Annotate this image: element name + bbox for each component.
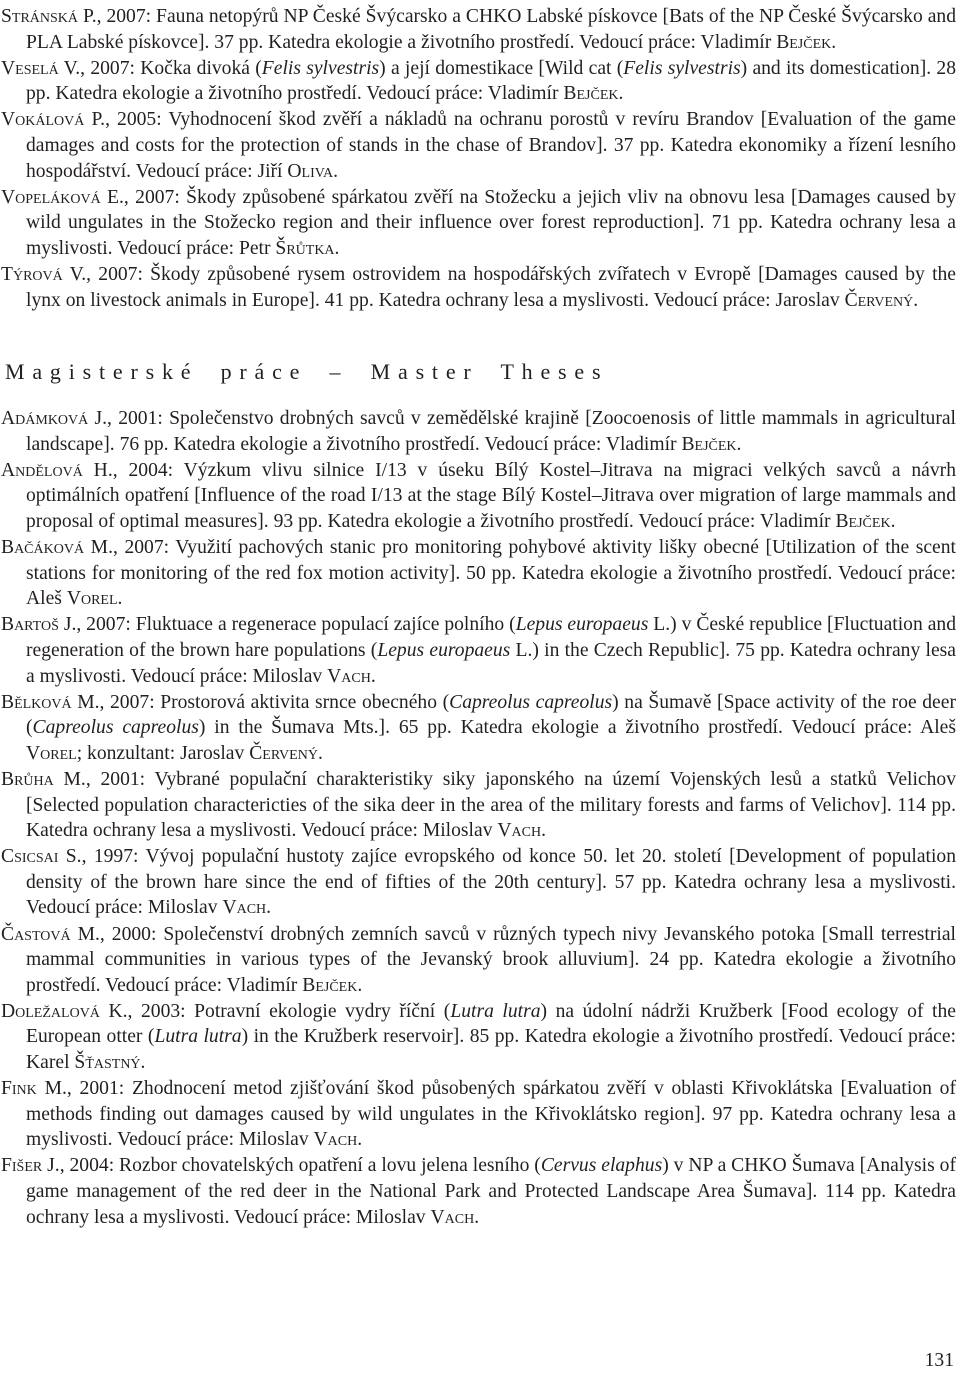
entry-text: . bbox=[370, 665, 376, 687]
entry-text: . bbox=[913, 289, 919, 311]
author-initial: V. bbox=[63, 57, 81, 79]
supervisor-surname: Vorel bbox=[66, 588, 118, 610]
bibliography-entry bbox=[1, 262, 956, 313]
bibliography-entry bbox=[1, 107, 956, 184]
entry-text: , 2007: Fauna netopýrů NP České Švýcarsko a CHKO Labské pískovce [Bats of the NP České Švýcarsko and PLA Labské pískovce]. 37 pp. Katedra ekologie a životního prostředí. Vedoucí práce: Vladimír bbox=[26, 6, 956, 53]
species-name: Capreolus capreolus bbox=[32, 717, 199, 739]
entry-text: . bbox=[334, 237, 340, 259]
entry-text: , 2007: Škody způsobené rysem ostrovidem na hospodářských zvířatech v Evropě [Damages caused by the lynx on livestock animals in Europe]. 41 pp. Katedra ochrany lesa a myslivosti. Vedoucí práce: Jaroslav bbox=[26, 263, 957, 311]
entry-text: , 2007: Kočka divoká ( bbox=[80, 57, 262, 79]
entry-text: L.) in the Czech Republic]. 75 pp. Katedra ochrany lesa a myslivosti. Vedoucí práce: Miloslav bbox=[26, 639, 956, 687]
author-initial: V. bbox=[69, 263, 87, 285]
entry-text: , 2007: Fluktuace a regenerace populací zajíce polního ( bbox=[76, 614, 516, 636]
entry-text: , 2007: Škody způsobené spárkatou zvěří na Stožecku a jejich vliv na obnovu lesa [Damages caused by wild ungulates in the Stožecko region and their influence over forest reproduction]. 71 pp. Katedra ochrany lesa a myslivosti. Vedoucí práce: Petr bbox=[26, 186, 956, 259]
entry-text: ) v NP a CHKO Šumava [Analysis of game management of the red deer in the National Park and Protected Landscape Area Šumava]. 114 pp. Katedra ochrany lesa a myslivosti. Vedoucí práce: Miloslav bbox=[26, 1155, 956, 1228]
entry-text: ) and its domestication]. 28 pp. Katedra ekologie a životního prostředí. Vedoucí práce: Vladimír bbox=[26, 57, 956, 105]
author-surname: Adámková bbox=[1, 408, 89, 430]
entry-text: , 2003: Potravní ekologie vydry říční ( bbox=[127, 1000, 451, 1022]
supervisor-surname: Vach bbox=[327, 665, 371, 687]
author-surname: Veselá bbox=[1, 57, 59, 79]
species-name: Lutra lutra bbox=[450, 1000, 541, 1022]
species-name: Lepus europaeus bbox=[515, 614, 649, 636]
bibliography-entry bbox=[1, 612, 956, 689]
entry-text: . bbox=[117, 588, 123, 610]
author-initial: P. bbox=[82, 6, 97, 27]
entry-text: . bbox=[357, 1129, 363, 1151]
author-initial: M. bbox=[44, 1078, 67, 1100]
entry-text: , 2007: Využití pachových stanic pro monitoring pohybové aktivity lišky obecné [Utilization of the scent stations for monitoring of the red fox motion activity]. 50 pp. Katedra ekologie a životního prostředí. Vedoucí práce: Aleš bbox=[26, 537, 956, 610]
entry-text: , 2001: Zhodnocení metod zjišťování škod působených spárkatou zvěří v oblasti Křivoklátska [Evaluation of methods finding out damages caused by wild ungulates in the Křivoklátsko region]. 97 pp. Katedra ochrany lesa a myslivosti. Vedoucí práce: Miloslav bbox=[26, 1078, 957, 1151]
author-surname: Andělová bbox=[1, 459, 83, 481]
supervisor-surname: Bejček bbox=[835, 511, 891, 532]
author-surname: Csicsai bbox=[1, 846, 59, 868]
author-surname: Bačáková bbox=[1, 537, 85, 559]
bibliography-entry bbox=[1, 922, 956, 999]
bibliography-entry bbox=[1, 4, 956, 55]
entry-text: ) na Šumavě [Space activity of the roe deer ( bbox=[26, 691, 956, 739]
supervisor-surname: Vach bbox=[430, 1206, 475, 1228]
supervisor-surname: Červený bbox=[249, 742, 318, 764]
author-surname: Častová bbox=[1, 923, 71, 945]
bachelor-thesis-list bbox=[1, 4, 956, 313]
author-surname: Doležalová bbox=[1, 1000, 100, 1022]
entry-text: , 1997: Vývoj populační hustoty zajíce evropského od konce 50. let 20. století [Development of population density of the brown hare since the end of fifties of the 20th century]. 57 pp. Katedra ochrany lesa a myslivosti. Vedoucí práce: Miloslav bbox=[26, 846, 956, 919]
entry-text: . bbox=[831, 31, 837, 53]
author-initial: S. bbox=[65, 846, 82, 868]
author-surname: Fišer bbox=[1, 1155, 43, 1177]
entry-text: , 2007: Prostorová aktivita srnce obecného ( bbox=[99, 691, 450, 713]
supervisor-surname: Bejček bbox=[681, 433, 737, 455]
bibliography-entry bbox=[1, 185, 956, 262]
entry-text: ) in the Kružberk reservoir]. 85 pp. Katedra ekologie a životního prostředí. Vedoucí práce: Karel bbox=[26, 1026, 956, 1073]
bibliography-entry bbox=[1, 406, 956, 457]
author-surname: Stránská bbox=[1, 6, 79, 27]
author-surname: Vokálová bbox=[1, 109, 85, 131]
entry-text: . bbox=[140, 1051, 146, 1073]
entry-text: . bbox=[736, 433, 742, 455]
supervisor-surname: Šťastný bbox=[74, 1051, 141, 1073]
author-initial: P. bbox=[91, 109, 106, 131]
species-name: Lutra lutra bbox=[154, 1026, 242, 1048]
author-surname: Týrová bbox=[1, 263, 63, 285]
supervisor-surname: Bejček bbox=[302, 974, 358, 996]
supervisor-surname: Bejček bbox=[776, 31, 832, 53]
bibliography-entry bbox=[1, 535, 956, 612]
species-name: Lepus europaeus bbox=[377, 639, 511, 661]
supervisor-surname: Bejček bbox=[563, 83, 619, 105]
author-surname: Bartoš bbox=[1, 614, 59, 636]
author-initial: J. bbox=[47, 1155, 60, 1177]
bibliography-entry bbox=[1, 767, 956, 844]
author-initial: J. bbox=[94, 408, 108, 430]
entry-text: . bbox=[266, 897, 272, 919]
entry-text: , 2004: Rozbor chovatelských opatření a lovu jelena lesního ( bbox=[59, 1155, 541, 1177]
entry-text: . bbox=[618, 83, 624, 105]
entry-text: , 2004: Výzkum vlivu silnice I/13 v úseku Bílý Kostel–Jitrava na migraci velkých savců a návrh optimálních opatření [Influence of the road I/13 at the stage Bílý Kostel–Jitrava over migration of large mammals and proposal of optimal measures]. 93 pp. Katedra ekologie a životního prostředí. Vedoucí práce: Vladimír bbox=[26, 459, 956, 532]
bibliography-entry bbox=[1, 690, 956, 767]
author-initial: M. bbox=[63, 768, 86, 790]
supervisor-surname: Vach bbox=[313, 1129, 358, 1151]
species-name: Felis sylvestris bbox=[623, 57, 741, 79]
bibliography-entry bbox=[1, 458, 956, 535]
bibliography-entry bbox=[1, 1153, 956, 1230]
author-initial: H. bbox=[93, 459, 113, 481]
master-thesis-list bbox=[1, 406, 956, 1230]
bibliography-entry bbox=[1, 999, 956, 1076]
entry-text: . bbox=[890, 511, 896, 532]
supervisor-surname: Vach bbox=[497, 820, 542, 842]
supervisor-surname: Vach bbox=[222, 897, 267, 919]
author-surname: Fink bbox=[1, 1078, 37, 1100]
entry-text: ; konzultant: Jaroslav bbox=[76, 742, 250, 764]
bibliography-entry bbox=[1, 1076, 956, 1153]
species-name: Capreolus capreolus bbox=[449, 691, 613, 713]
entry-text: ) in the Šumava Mts.]. 65 pp. Katedra ekologie a životního prostředí. Vedoucí práce: Aleš bbox=[198, 717, 956, 739]
entry-text: L.) v České republice [Fluctuation and regeneration of the brown hare populations ( bbox=[26, 614, 956, 661]
entry-text: . bbox=[357, 974, 363, 996]
entry-text: , 2001: Společenstvo drobných savců v zemědělské krajině [Zoocoenosis of little mammals in agricultural landscape]. 76 pp. Katedra ekologie a životního prostředí. Vedoucí práce: Vladimír bbox=[26, 408, 956, 455]
author-initial: M. bbox=[90, 537, 113, 559]
entry-text: . bbox=[541, 820, 547, 842]
entry-text: , 2000: Společenství drobných zemních savců v různých typech nivy Jevanského potoka [Small terrestrial mammal communities in various types of the Jevanský brook alluvium]. 24 pp. Katedra ekologie a životního prostředí. Vedoucí práce: Vladimír bbox=[26, 923, 956, 996]
entry-text: . bbox=[333, 160, 339, 182]
author-initial: M. bbox=[77, 691, 100, 713]
author-initial: E. bbox=[107, 186, 124, 208]
author-initial: M. bbox=[77, 923, 100, 945]
bibliography-entry bbox=[1, 56, 956, 107]
entry-text: . bbox=[317, 742, 323, 764]
species-name: Felis sylvestris bbox=[261, 57, 380, 79]
entry-text: . bbox=[474, 1206, 480, 1228]
author-surname: Bělková bbox=[1, 691, 72, 713]
supervisor-surname: Oliva bbox=[287, 160, 334, 182]
author-initial: J. bbox=[63, 614, 77, 636]
author-surname: Brůha bbox=[1, 768, 54, 790]
section-heading: Magisterské práce – Master Theses bbox=[5, 359, 609, 385]
entry-text: , 2001: Vybrané populační charakteristiky siky japonského na území Vojenských lesů a statků Velichov [Selected population charactericties of the sika deer in the area of the military forests and farms of Velichov]. 114 pp. Katedra ochrany lesa a myslivosti. Vedoucí práce: Miloslav bbox=[26, 768, 956, 842]
author-initial: K. bbox=[108, 1000, 128, 1022]
entry-text: ) na údolní nádrži Kružberk [Food ecology of the European otter ( bbox=[26, 1000, 956, 1048]
entry-text: , 2005: Vyhodnocení škod zvěří a nákladů na ochranu porostů v revíru Brandov [Evaluation of the game damages and costs for the protection of stands in the chase of Brandov]. 37 pp. Katedra ekonomiky a řízení lesního hospodářství. Vedoucí práce: Jiří bbox=[26, 109, 956, 182]
species-name: Cervus elaphus bbox=[540, 1155, 663, 1177]
bibliography-entry bbox=[1, 844, 956, 921]
page-number: 131 bbox=[924, 1350, 954, 1371]
supervisor-surname: Šrůtka bbox=[275, 237, 335, 259]
author-surname: Vopeláková bbox=[1, 186, 101, 208]
supervisor-surname: Červený bbox=[844, 289, 914, 311]
supervisor-surname: Vorel bbox=[26, 742, 77, 764]
entry-text: ) a její domestikace [Wild cat ( bbox=[379, 57, 624, 79]
